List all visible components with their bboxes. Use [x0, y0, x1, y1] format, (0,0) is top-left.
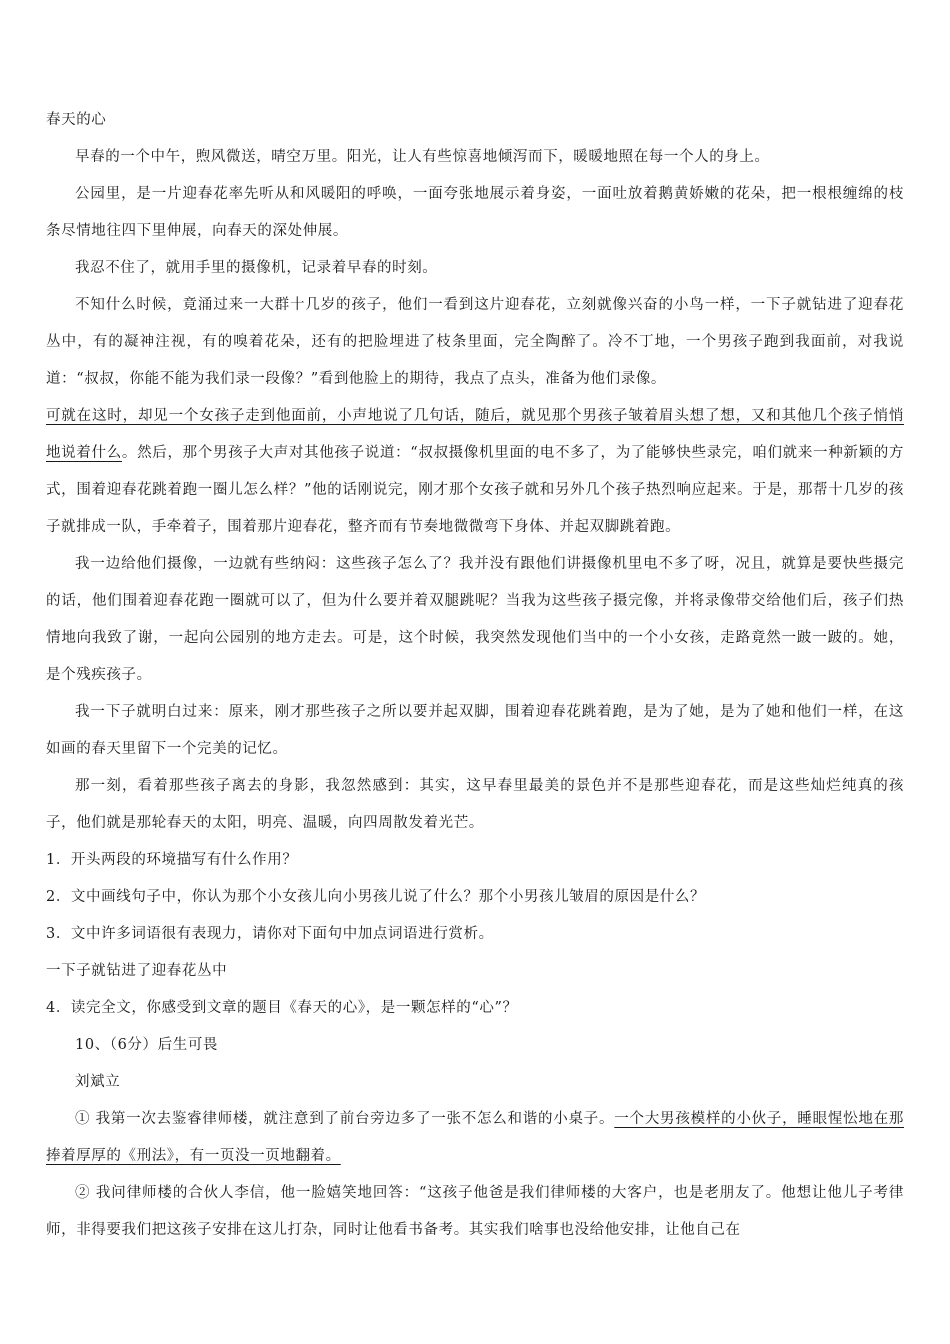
article-paragraph-4: 不知什么时候，竟涌过来一大群十几岁的孩子，他们一看到这片迎春花，立刻就像兴奋的小鸟一样，一下子就钻进了迎春花丛中，有的凝神注视，有的嗅着花朵，还有的把脸埋进了枝条里面，完全陶醉了。冷不丁地，一个男孩子跑到我面前，对我说道：“叔叔，你能不能为我们录一段像？”看到他脸上的期待，我点了点头，准备为他们录像。 — [46, 297, 904, 387]
question-4: 4．读完全文，你感受到文章的题目《春天的心》，是一颗怎样的“心”？ — [46, 1000, 518, 1016]
article-paragraph-8: 那一刻，看着那些孩子离去的身影，我忽然感到：其实，这早春里最美的景色并不是那些迎春花，而是这些灿烂纯真的孩子，他们就是那轮春天的太阳，明亮、温暖，向四周散发着光芒。 — [46, 778, 904, 831]
section-heading: 10、（6分）后生可畏 — [75, 1037, 219, 1053]
question-2: 2．文中画线句子中，你认为那个小女孩儿向小男孩儿说了什么？那个小男孩儿皱眉的原因是什么？ — [46, 889, 706, 905]
article-paragraph-5 — [46, 398, 904, 546]
article-author: 刘斌立 — [75, 1074, 121, 1090]
article-paragraph-7: 我一下子就明白过来：原来，刚才那些孩子之所以要并起双脚，围着迎春花跳着跑，是为了她，是为了她和他们一样，在这如画的春天里留下一个完美的记忆。 — [46, 704, 904, 757]
question-3: 3．文中许多词语很有表现力，请你对下面句中加点词语进行赏析。 — [46, 926, 494, 942]
article-paragraph-1: 早春的一个中午，煦风微送，晴空万里。阳光，让人有些惊喜地倾泻而下，暖暖地照在每一个人的身上。 — [75, 149, 770, 165]
paragraph-5-rest: 。然后，那个男孩子大声对其他孩子说道：“叔叔摄像机里面的电不多了，为了能够快些录完，咱们就来一种新颖的方式，围着迎春花跳着跑一圈儿怎么样？”他的话刚说完，刚才那个女孩子就和另外几个孩子热烈响应起来。于是，那帮十几岁的孩子就排成一队，手牵着子，围着那片迎春花，整齐而有节奏地微微弯下身体、并起双脚跳着跑。 — [46, 445, 905, 535]
article2-paragraph-1-start: ① 我第一次去鉴睿律师楼，就注意到了前台旁边多了一张不怎么和谐的小桌子。 — [75, 1111, 615, 1127]
article-paragraph-2: 公园里，是一片迎春花率先听从和风暖阳的呼唤，一面夸张地展示着身姿，一面吐放着鹅黄娇嫩的花朵，把一根根缠绵的枝条尽情地往四下里伸展，向春天的深处伸展。 — [46, 186, 904, 239]
underlined-sentence: 可就在这时，却见一个女孩子走到他面前，小声地说了几句话，随后，就见那个男孩子皱着眉头想了想，又和其他几个孩子悄悄地说着什么 — [46, 408, 904, 461]
article-paragraph-3: 我忍不住了，就用手里的摄像机，记录着早春的时刻。 — [75, 260, 438, 276]
article-title: 春天的心 — [46, 112, 107, 128]
article2-paragraph-2: ② 我问律师楼的合伙人李信，他一脸嬉笑地回答：“这孩子他爸是我们律师楼的大客户，也是老朋友了。他想让他儿子考律师，非得要我们把这孩子安排在这儿打杂，同时让他看书备考。其实我们啥事也没给他安排，让他自己在 — [46, 1185, 904, 1238]
article2-underlined-sentence: 一个大男孩模样的小伙子，睡眼惺忪地在那捧着厚厚的《刑法》，有一页没一页地翻着。 — [46, 1111, 904, 1164]
question-1: 1．开头两段的环境描写有什么作用？ — [46, 852, 298, 868]
question-3-sentence: 一下子就钻进了迎春花丛中 — [46, 963, 228, 979]
article-paragraph-6: 我一边给他们摄像，一边就有些纳闷：这些孩子怎么了？我并没有跟他们讲摄像机里电不多了呀，况且，就算是要快些摄完的话，他们围着迎春花跑一圈就可以了，但为什么要并着双腿跳呢？当我为这些孩子摄完像，并将录像带交给他们后，孩子们热情地向我致了谢，一起向公园别的地方走去。可是，这个时候，我突然发现他们当中的一个小女孩，走路竟然一跛一跛的。她，是个残疾孩子。 — [46, 556, 904, 683]
article2-paragraph-1 — [46, 1101, 904, 1175]
